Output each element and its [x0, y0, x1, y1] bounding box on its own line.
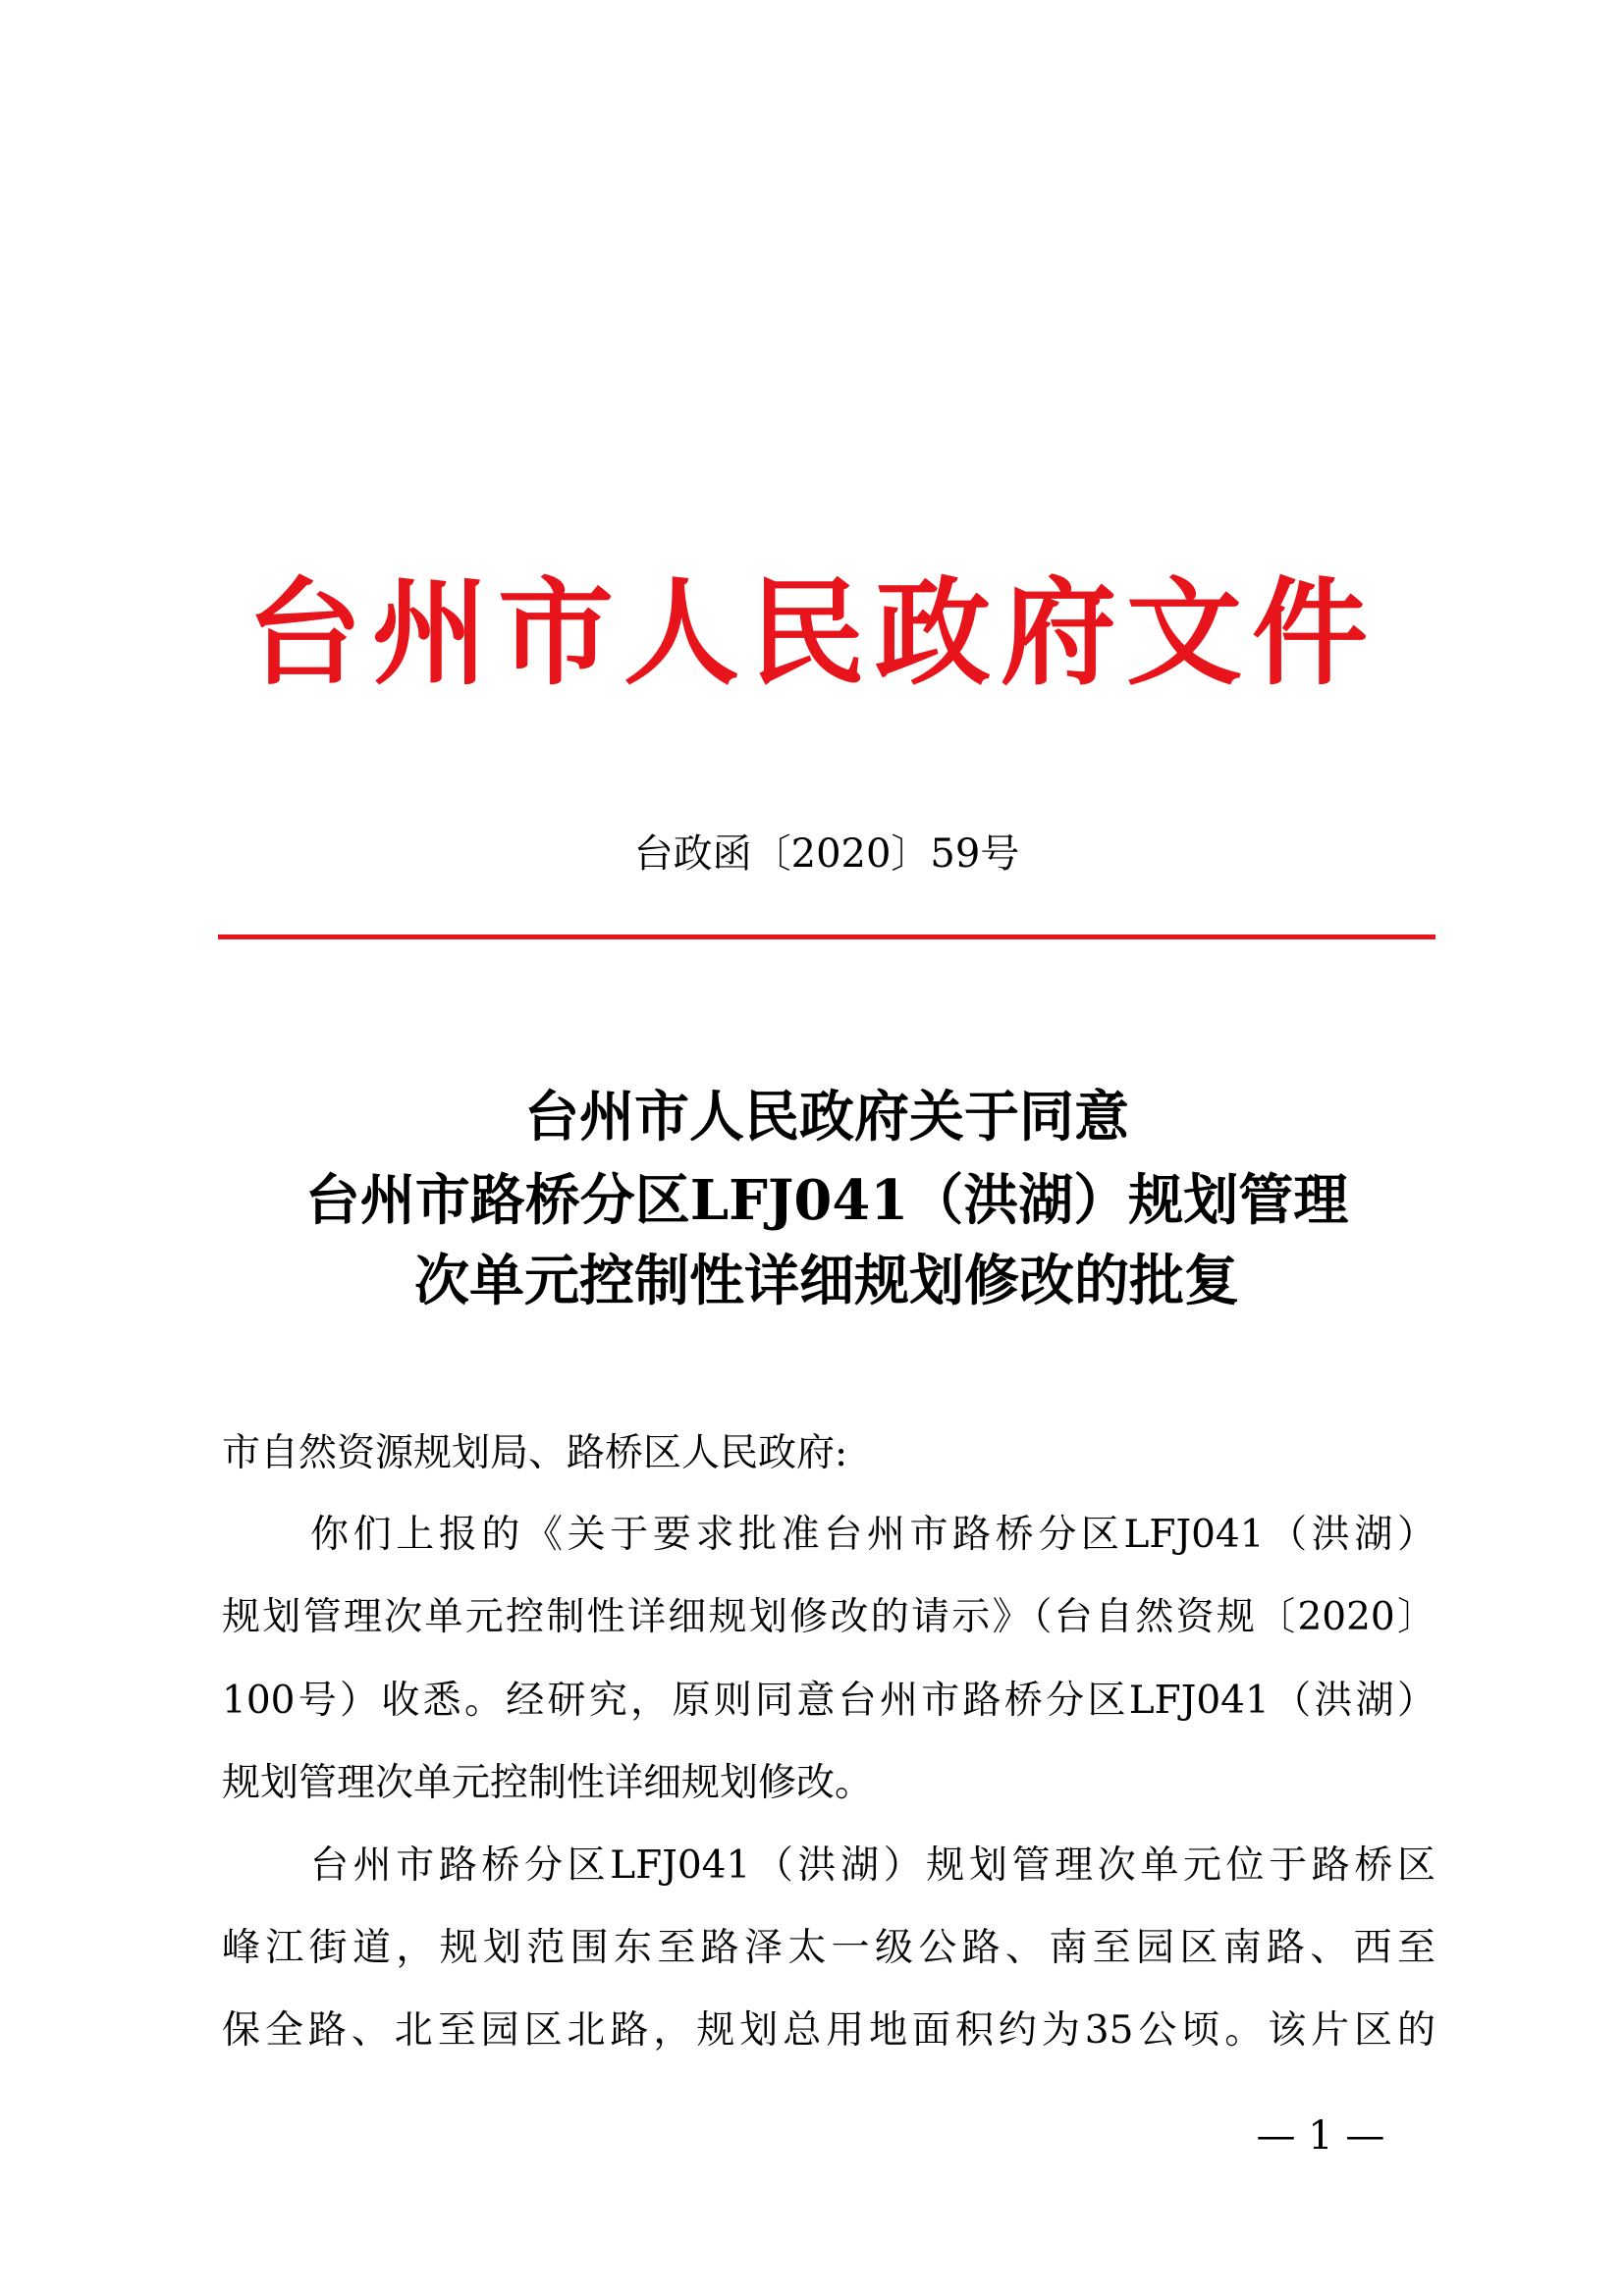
body-line: 100号）收悉。经研究，原则同意台州市路桥分区LFJ041（洪湖）: [222, 1679, 1435, 1723]
page-number: — 1 —: [1256, 2113, 1385, 2159]
document-title-line-1: 台州市人民政府关于同意: [524, 1085, 1129, 1149]
document-title-line-3: 次单元控制性详细规划修改的批复: [414, 1249, 1239, 1313]
document-number: 台政函〔2020〕59号: [633, 831, 1020, 877]
body-line: 保全路、北至园区北路，规划总用地面积约为35公顷。该片区的: [222, 2008, 1435, 2053]
red-separator-rule: [218, 934, 1435, 939]
body-line: 峰江街道，规划范围东至路泽太一级公路、南至园区南路、西至: [222, 1926, 1435, 1970]
body-line: 规划管理次单元控制性详细规划修改。: [222, 1761, 874, 1805]
document-header-title: 台州市人民政府文件: [245, 564, 1378, 701]
salutation: 市自然资源规划局、路桥区人民政府:: [222, 1431, 848, 1475]
body-line: 规划管理次单元控制性详细规划修改的请示》（台自然资规〔2020〕: [222, 1595, 1435, 1639]
document-title-line-2: 台州市路桥分区LFJ041（洪湖）规划管理: [304, 1168, 1349, 1233]
body-line: 你们上报的《关于要求批准台州市路桥分区LFJ041（洪湖）: [310, 1513, 1435, 1557]
body-line: 台州市路桥分区LFJ041（洪湖）规划管理次单元位于路桥区: [310, 1843, 1435, 1888]
